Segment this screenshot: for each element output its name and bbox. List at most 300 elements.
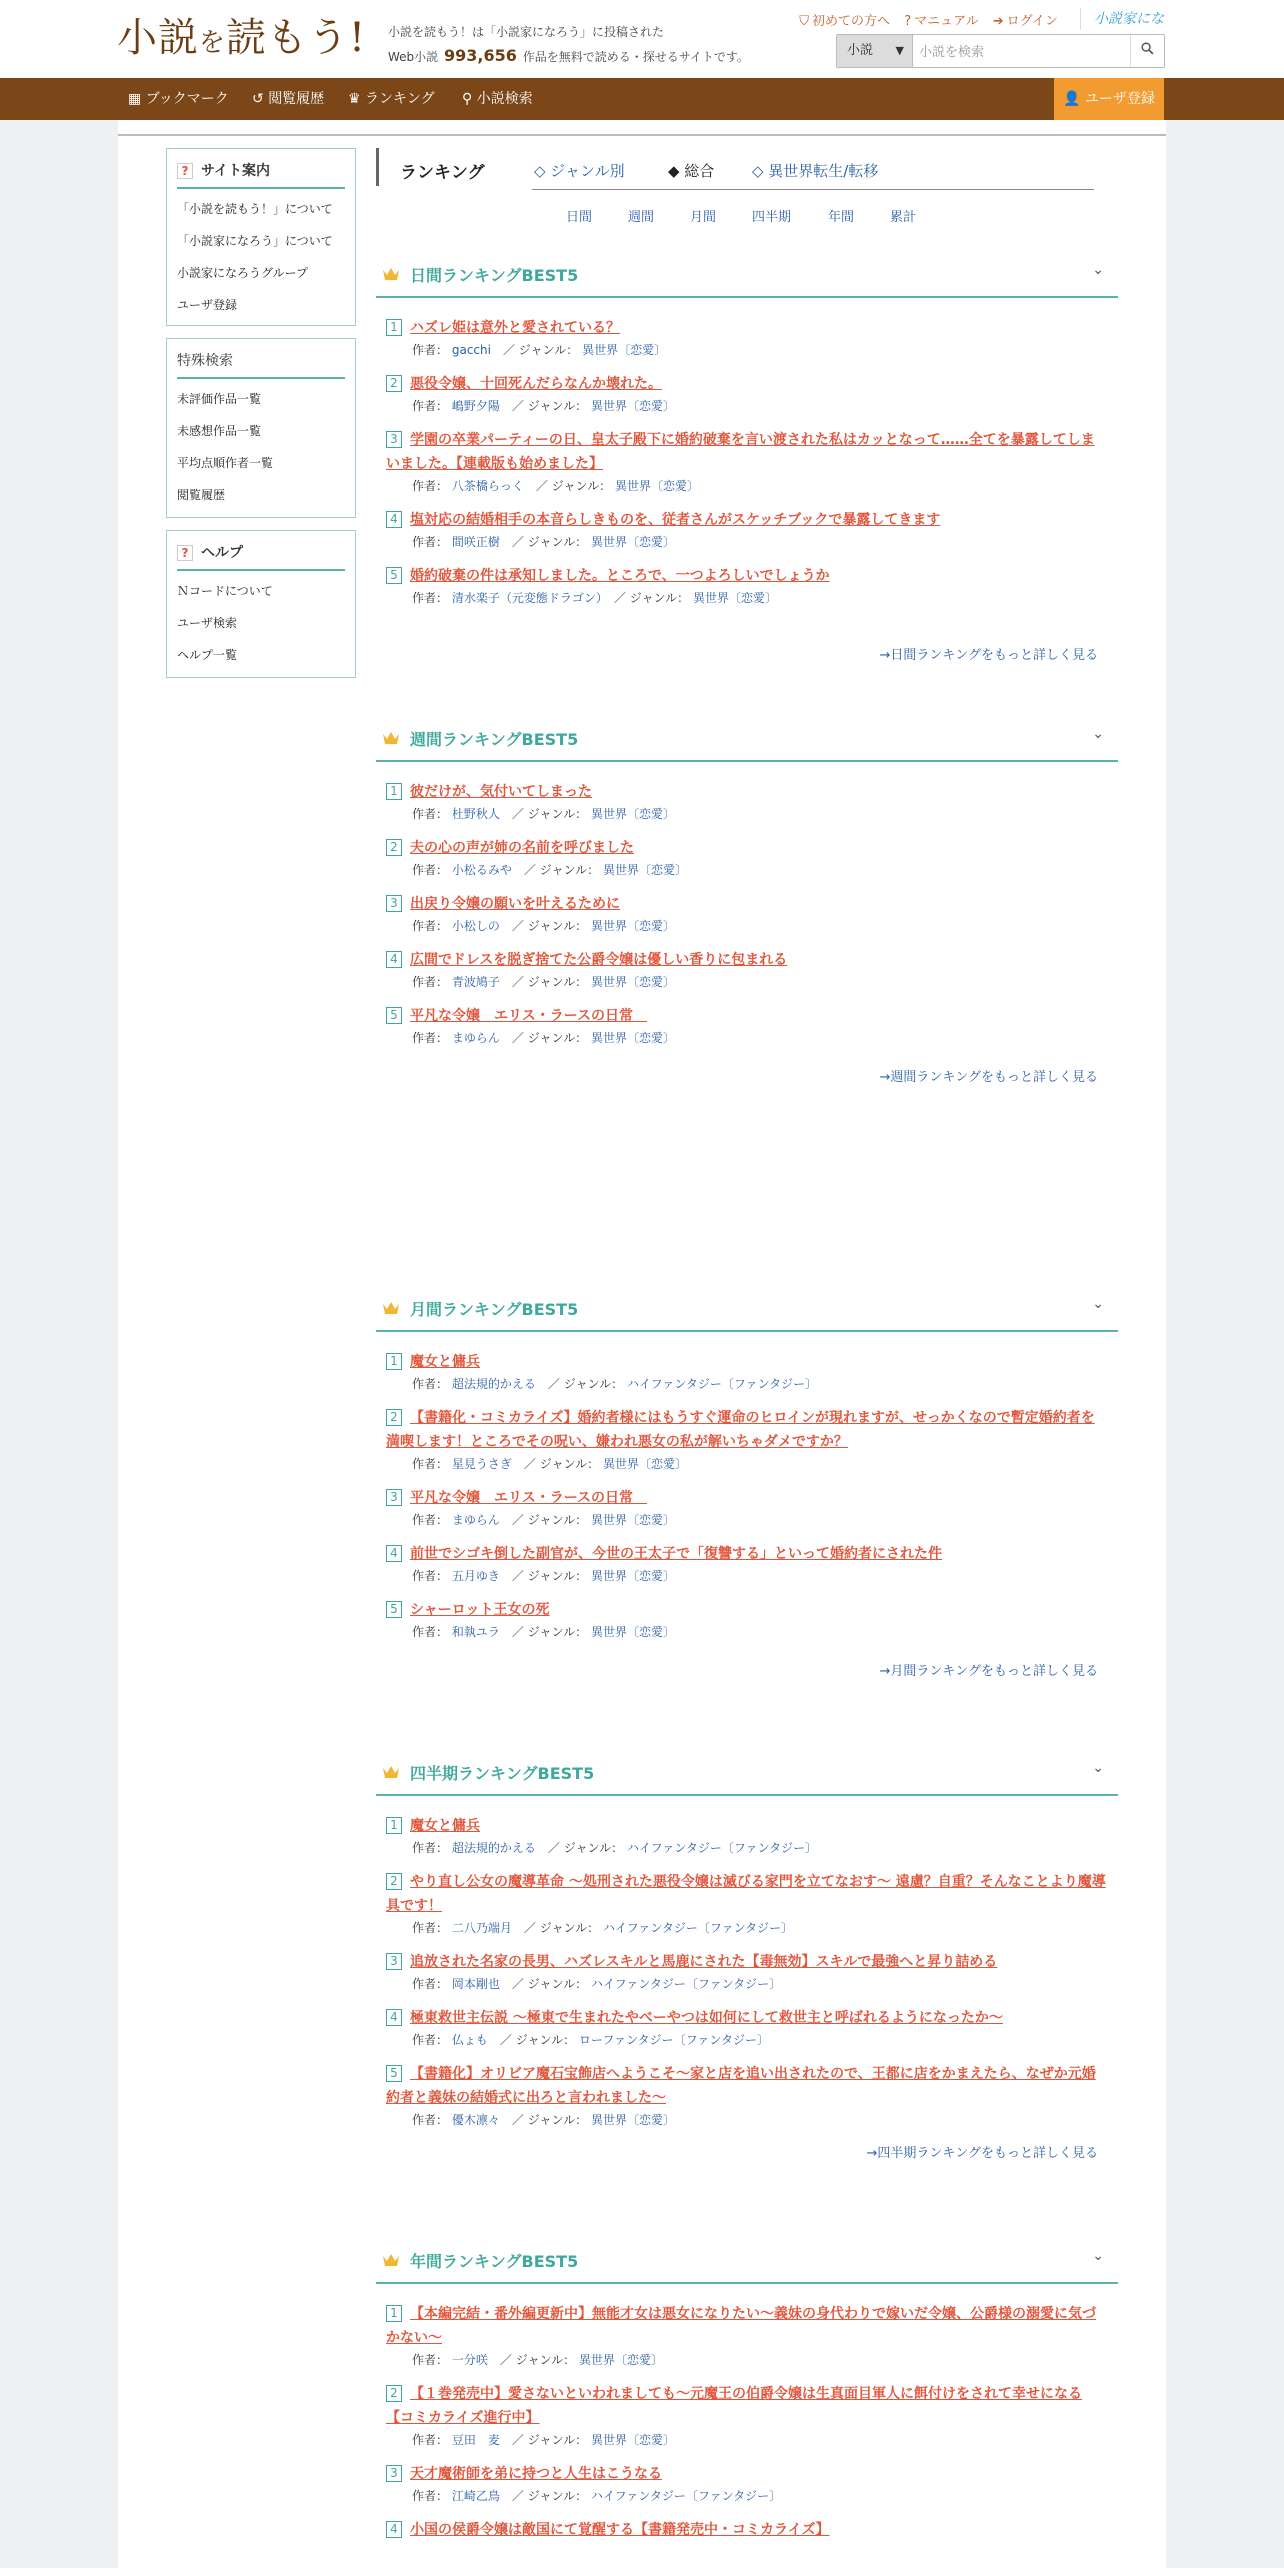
- rank-number: 5: [386, 567, 402, 584]
- crown-icon: [382, 2252, 400, 2268]
- author-link[interactable]: 小松しの: [451, 919, 500, 933]
- author-label: 作者：: [412, 1977, 449, 1991]
- sidebar-item-about-narou[interactable]: 「小説家になろう」について: [177, 234, 333, 248]
- nav-search[interactable]: [462, 78, 533, 120]
- author-label: 作者：: [412, 2353, 449, 2367]
- author-label: 作者：: [412, 807, 449, 821]
- novel-meta: [386, 1510, 1108, 1530]
- author-label: 作者：: [412, 2033, 449, 2047]
- genre-label: ／ ジャンル：: [502, 343, 579, 357]
- novel-title-link[interactable]: 【書籍化・コミカライズ】婚約者様にはもうすぐ運命のヒロインが現れますが、せっかくなので暫定婚約者を満喫します！ところでその呪い、嫌われ悪女の私が解いちゃダメですか？: [386, 1410, 1095, 1450]
- ranking-item: [386, 372, 1108, 416]
- author-label: 作者：: [412, 2433, 449, 2447]
- ranking-item: [386, 1486, 1108, 1530]
- genre-link[interactable]: 異世界〔恋愛〕: [590, 975, 675, 989]
- author-link[interactable]: 星見うさぎ: [451, 1457, 512, 1471]
- ranking-section-quarterly: [376, 1752, 1118, 2161]
- rank-number: 4: [386, 1545, 402, 1562]
- sidebar-item-group[interactable]: 小説家になろうグループ: [177, 266, 309, 280]
- novel-title-link[interactable]: 天才魔術師を弟に持つと人生はこうなる: [410, 2466, 662, 2482]
- novel-title-link[interactable]: シャーロット王女の死: [410, 1602, 550, 1618]
- author-link[interactable]: 豆田 麦: [451, 2433, 500, 2447]
- rank-number: 4: [386, 2521, 402, 2538]
- novel-meta: [386, 1918, 1108, 1938]
- period-quarterly[interactable]: 四半期: [752, 210, 792, 225]
- genre-link[interactable]: ローファンタジー〔ファンタジー〕: [578, 2033, 769, 2047]
- genre-label: ／ ジャンル：: [511, 399, 588, 413]
- author-link[interactable]: 和執ユラ: [451, 1625, 500, 1639]
- chevron-down-icon[interactable]: ⌄: [1092, 1760, 1104, 1776]
- sidebar-title: 特殊検索: [177, 347, 345, 379]
- author-link[interactable]: 仏ょも: [451, 2033, 488, 2047]
- novel-meta: [386, 804, 1108, 824]
- rank-number: 4: [386, 2009, 402, 2026]
- ranking-section-daily: [376, 254, 1118, 663]
- genre-link[interactable]: 異世界〔恋愛〕: [590, 2433, 675, 2447]
- author-link[interactable]: 五月ゆき: [451, 1569, 500, 1583]
- ranking-item: [386, 564, 1108, 608]
- tab-genre[interactable]: ◇ ジャンル別: [534, 162, 625, 180]
- author-link[interactable]: まゆらん: [451, 1513, 500, 1527]
- nav-bookmark[interactable]: [128, 78, 229, 120]
- genre-label: ／ ジャンル：: [511, 2489, 588, 2503]
- novel-title-link[interactable]: 前世でシゴキ倒した副官が、今世の王太子で「復讐する」といって婚約者にされた件: [410, 1546, 942, 1562]
- crown-icon: [382, 1300, 400, 1316]
- novel-meta: [386, 476, 1108, 496]
- novel-title-link[interactable]: 平凡な令嬢 エリス・ラースの日常: [410, 1490, 648, 1506]
- rank-number: 3: [386, 1953, 402, 1970]
- nav-search-label: 小説検索: [476, 91, 533, 107]
- novel-title-link[interactable]: 【書籍化】オリビア魔石宝飾店へようこそ～家と店を追い出されたので、王都に店をかまえたら、なぜか元婚約者と義妹の結婚式に出ろと言われました～: [386, 2066, 1096, 2106]
- nav-history-label: 閲覧履歴: [268, 91, 325, 107]
- crown-icon: [382, 266, 400, 282]
- novel-title-link[interactable]: 夫の心の声が姉の名前を呼びました: [410, 840, 634, 856]
- divider: [118, 134, 1166, 136]
- novel-meta: [386, 1838, 1108, 1858]
- ranking-item: [386, 1350, 1108, 1394]
- author-link[interactable]: 超法規的かえる: [451, 1377, 536, 1391]
- author-label: 作者：: [412, 2489, 449, 2503]
- genre-label: ／ ジャンル：: [511, 2113, 588, 2127]
- rank-number: 1: [386, 2305, 402, 2322]
- genre-label: ／ ジャンル：: [511, 535, 588, 549]
- author-link[interactable]: 間咲正樹: [451, 535, 500, 549]
- author-label: 作者：: [412, 535, 449, 549]
- period-monthly[interactable]: 月間: [690, 210, 717, 225]
- ranking-item: [386, 2518, 1108, 2542]
- novel-meta: [386, 972, 1108, 992]
- work-count: 993,656: [444, 46, 517, 65]
- author-label: 作者：: [412, 479, 449, 493]
- ranking-item: [386, 428, 1108, 496]
- genre-label: ／ ジャンル：: [523, 1457, 600, 1471]
- genre-label: ／ ジャンル：: [523, 863, 600, 877]
- rank-number: 5: [386, 1007, 402, 1024]
- genre-link[interactable]: 異世界〔恋愛〕: [590, 1513, 675, 1527]
- page-title: ランキング: [400, 163, 485, 183]
- novel-meta: [386, 2030, 1108, 2050]
- rank-number: 1: [386, 319, 402, 336]
- search-input[interactable]: [919, 35, 1119, 67]
- rank-number: 2: [386, 839, 402, 856]
- rank-number: 2: [386, 2385, 402, 2402]
- search-button[interactable]: [1130, 35, 1164, 67]
- register-label: ユーザ登録: [1084, 91, 1155, 107]
- author-link[interactable]: 超法規的かえる: [451, 1841, 536, 1855]
- tagline: 小説を読もう！は「小説家になろう」に投稿された: [388, 25, 665, 39]
- novel-title-link[interactable]: 悪役令嬢、十回死んだらなんか壊れた。: [410, 376, 662, 392]
- author-label: 作者：: [412, 1569, 449, 1583]
- genre-link[interactable]: 異世界〔恋愛〕: [692, 591, 777, 605]
- ranking-item: [386, 1814, 1108, 1858]
- ranking-item: [386, 2462, 1108, 2506]
- novel-meta: [386, 1374, 1108, 1394]
- more-ranking-link[interactable]: →月間ランキングをもっと詳しく見る: [879, 1664, 1098, 1679]
- genre-label: ／ ジャンル：: [499, 2353, 576, 2367]
- section-header[interactable]: [376, 718, 1118, 762]
- novel-title-link[interactable]: 学園の卒業パーティーの日、皇太子殿下に婚約破棄を言い渡された私はカッとなって……全てを暴露してしまいました。【連載版も始めました】: [386, 432, 1095, 472]
- novel-meta: [386, 1974, 1108, 1994]
- genre-label: ／ ジャンル：: [511, 1977, 588, 1991]
- author-link[interactable]: 二八乃端月: [451, 1921, 512, 1935]
- section-title: 四半期ランキングBEST5: [410, 1764, 595, 1783]
- search-icon: ⚲: [462, 91, 473, 107]
- title-bar-accent: [376, 148, 379, 186]
- novel-title-link[interactable]: ハズレ姫は意外と愛されている？: [410, 320, 620, 336]
- rank-number: 5: [386, 1601, 402, 1618]
- chevron-down-icon[interactable]: ⌄: [1092, 1296, 1104, 1312]
- genre-link[interactable]: 異世界〔恋愛〕: [602, 1457, 687, 1471]
- user-icon: 👤: [1063, 91, 1081, 107]
- chevron-down-icon[interactable]: ⌄: [1092, 726, 1104, 742]
- rank-number: 2: [386, 1409, 402, 1426]
- rank-number: 4: [386, 951, 402, 968]
- novel-meta: [386, 1454, 1108, 1474]
- chevron-down-icon[interactable]: ⌄: [1092, 262, 1104, 278]
- ranking-item: [386, 1406, 1108, 1474]
- novel-title-link[interactable]: 極東救世主伝説 ～極東で生まれたやべーやつは如何にして救世主と呼ばれるようになったか～: [410, 2010, 1003, 2026]
- login-link-label: ログイン: [1006, 14, 1058, 29]
- sidebar-item-avg-score[interactable]: 平均点順作者一覧: [177, 456, 274, 470]
- more-ranking-link[interactable]: →四半期ランキングをもっと詳しく見る: [866, 2146, 1098, 2161]
- novel-title-link[interactable]: 広間でドレスを脱ぎ捨てた公爵令嬢は優しい香りに包まれる: [410, 952, 788, 968]
- genre-label: ／ ジャンル：: [613, 591, 690, 605]
- ranking-item: [386, 780, 1108, 824]
- rank-number: 1: [386, 1817, 402, 1834]
- help-circle-icon: ?: [904, 14, 912, 29]
- genre-link[interactable]: 異世界〔恋愛〕: [602, 863, 687, 877]
- novel-meta: [386, 2350, 1108, 2370]
- sidebar-title-text: ヘルプ: [201, 545, 243, 561]
- section-title: 日間ランキングBEST5: [410, 266, 579, 285]
- tagline-prefix: Web小説: [388, 50, 439, 64]
- genre-link[interactable]: 異世界〔恋愛〕: [590, 535, 675, 549]
- rank-number: 2: [386, 1873, 402, 1890]
- sidebar-title-text: サイト案内: [201, 163, 271, 179]
- author-label: 作者：: [412, 919, 449, 933]
- main-content: [118, 120, 1166, 2568]
- genre-link[interactable]: 異世界〔恋愛〕: [578, 2353, 663, 2367]
- genre-link[interactable]: ハイファンタジー〔ファンタジー〕: [626, 1377, 818, 1391]
- sidebar-item-ncode[interactable]: Ｎコードについて: [177, 584, 273, 598]
- author-label: 作者：: [412, 1841, 449, 1855]
- rank-number: 1: [386, 783, 402, 800]
- novel-meta: [386, 2110, 1108, 2130]
- novel-title-link[interactable]: 魔女と傭兵: [410, 1354, 480, 1370]
- genre-label: ／ ジャンル：: [511, 1569, 588, 1583]
- genre-label: ／ ジャンル：: [511, 1513, 588, 1527]
- genre-link[interactable]: 異世界〔恋愛〕: [590, 807, 675, 821]
- author-link[interactable]: 岡本剛也: [451, 1977, 500, 1991]
- chevron-down-icon: ▼: [895, 44, 904, 57]
- logo-small: を: [199, 28, 227, 58]
- novel-meta: [386, 916, 1108, 936]
- rank-number: 3: [386, 895, 402, 912]
- rank-number: 2: [386, 375, 402, 392]
- novel-meta: [386, 340, 1108, 360]
- search-box: [836, 34, 1165, 68]
- top-links: [789, 10, 1058, 29]
- novel-meta: [386, 2430, 1108, 2450]
- author-link[interactable]: gacchi: [451, 343, 491, 357]
- novel-title-link[interactable]: やり直し公女の魔導革命 〜処刑された悪役令嬢は滅びる家門を立てなおす〜 遠慮？自重？そんなことより魔導具です！: [386, 1874, 1106, 1914]
- ranking-item: [386, 836, 1108, 880]
- novel-meta: [386, 1566, 1108, 1586]
- tab-overall[interactable]: ◆ 総合: [668, 162, 715, 180]
- sidebar-site-guide: [166, 148, 356, 326]
- genre-link[interactable]: ハイファンタジー〔ファンタジー〕: [602, 1921, 794, 1935]
- manual-link-label: マニュアル: [914, 14, 979, 29]
- more-ranking-link[interactable]: →週間ランキングをもっと詳しく見る: [879, 1070, 1098, 1085]
- ranking-item: [386, 2382, 1108, 2450]
- ranking-item: [386, 508, 1108, 552]
- author-label: 作者：: [412, 1457, 449, 1471]
- ranking-section-yearly: [376, 2240, 1118, 2554]
- author-link[interactable]: 嶋野夕陽: [451, 399, 500, 413]
- ranking-list: [376, 780, 1118, 1048]
- ranking-item: [386, 1598, 1108, 1642]
- ranking-section-monthly: [376, 1288, 1118, 1679]
- novel-title-link[interactable]: 婚約破棄の件は承知しました。ところで、一つよろしいでしょうか: [410, 568, 830, 584]
- register-button[interactable]: [1054, 78, 1164, 120]
- genre-label: ／ ジャンル：: [511, 2433, 588, 2447]
- section-title: 週間ランキングBEST5: [410, 730, 579, 749]
- genre-link[interactable]: ハイファンタジー〔ファンタジー〕: [590, 2489, 782, 2503]
- nav-ranking[interactable]: [348, 78, 435, 120]
- author-label: 作者：: [412, 1921, 449, 1935]
- sidebar-item-register[interactable]: ユーザ登録: [177, 298, 238, 312]
- login-link[interactable]: [993, 14, 1058, 29]
- novel-title-link[interactable]: 小国の侯爵令嬢は敵国にて覚醒する【書籍発売中・コミカライズ】: [410, 2522, 830, 2538]
- search-type-select[interactable]: [837, 35, 913, 67]
- author-label: 作者：: [412, 343, 449, 357]
- tab-isekai[interactable]: ◇ 異世界転生/転移: [752, 162, 879, 180]
- author-label: 作者：: [412, 2113, 449, 2127]
- author-label: 作者：: [412, 1031, 449, 1045]
- tagline-suffix: 作品を無料で読める・探せるサイトです。: [522, 50, 749, 64]
- author-link[interactable]: 青波鳩子: [451, 975, 500, 989]
- period-total[interactable]: 累計: [890, 210, 917, 225]
- novel-title-link[interactable]: 魔女と傭兵: [410, 1818, 480, 1834]
- author-link[interactable]: 一分咲: [451, 2353, 488, 2367]
- nav-history[interactable]: [252, 78, 324, 120]
- partner-logo[interactable]: 小説家にな: [1080, 8, 1164, 30]
- ranking-item: [386, 1950, 1108, 1994]
- question-icon: ?: [177, 163, 193, 179]
- section-title: 年間ランキングBEST5: [410, 2252, 579, 2271]
- author-label: 作者：: [412, 863, 449, 877]
- sidebar-special-search: [166, 338, 356, 518]
- sidebar-title: [177, 157, 345, 189]
- author-link[interactable]: 江崎乙鳥: [451, 2489, 500, 2503]
- author-link[interactable]: 杜野秋人: [451, 807, 500, 821]
- logo-rest: 読もう!: [226, 15, 367, 61]
- more-ranking-link[interactable]: →日間ランキングをもっと詳しく見る: [879, 648, 1098, 663]
- novel-meta: [386, 2486, 1108, 2506]
- nav-bookmark-label: ブックマーク: [145, 91, 229, 107]
- sidebar-help: [166, 530, 356, 678]
- novel-title-link[interactable]: 出戻り令嬢の願いを叶えるために: [410, 896, 620, 912]
- novel-title-link[interactable]: 平凡な令嬢 エリス・ラースの日常: [410, 1008, 648, 1024]
- top-bar: [0, 0, 1284, 78]
- ranking-item: [386, 1542, 1108, 1586]
- logo-main: 小説: [117, 15, 199, 61]
- genre-link[interactable]: 異世界〔恋愛〕: [590, 1625, 675, 1639]
- genre-label: ／ ジャンル：: [511, 919, 588, 933]
- sidebar-item-help-list[interactable]: ヘルプ一覧: [177, 648, 238, 662]
- genre-label: ／ ジャンル：: [511, 807, 588, 821]
- section-title: 月間ランキングBEST5: [410, 1300, 579, 1319]
- login-icon: ➔: [992, 14, 1004, 29]
- author-label: 作者：: [412, 399, 449, 413]
- sidebar-item-no-review[interactable]: 未感想作品一覧: [177, 424, 262, 438]
- genre-label: ／ ジャンル：: [511, 1031, 588, 1045]
- section-header[interactable]: [376, 254, 1118, 298]
- sidebar-item-history[interactable]: 閲覧履歴: [177, 488, 226, 502]
- genre-label: ／ ジャンル：: [511, 975, 588, 989]
- site-logo[interactable]: [117, 14, 366, 67]
- beginner-link[interactable]: [799, 14, 890, 29]
- ranking-item: [386, 948, 1108, 992]
- tagline-count: [388, 46, 749, 65]
- novel-title-link[interactable]: 塩対応の結婚相手の本音らしきものを、従者さんがスケッチブックで暴露してきます: [410, 512, 941, 528]
- author-link[interactable]: 優木凛々: [451, 2113, 500, 2127]
- section-header[interactable]: [376, 2240, 1118, 2284]
- ranking-item: [386, 1870, 1108, 1938]
- genre-label: ／ ジャンル：: [523, 1921, 600, 1935]
- search-icon: [1141, 42, 1154, 55]
- genre-link[interactable]: 異世界〔恋愛〕: [590, 1569, 675, 1583]
- crown-icon: [382, 730, 400, 746]
- tab-underline: [532, 189, 1094, 190]
- genre-link[interactable]: 異世界〔恋愛〕: [590, 1031, 675, 1045]
- crown-icon: [382, 1764, 400, 1780]
- rank-number: 3: [386, 2465, 402, 2482]
- genre-link[interactable]: 異世界〔恋愛〕: [614, 479, 699, 493]
- rank-number: 1: [386, 1353, 402, 1370]
- genre-link[interactable]: 異世界〔恋愛〕: [590, 399, 675, 413]
- bookmark-icon: ▦: [128, 91, 142, 107]
- ranking-item: [386, 1004, 1108, 1048]
- nav-ranking-label: ランキング: [365, 91, 435, 107]
- manual-link[interactable]: [904, 14, 978, 29]
- genre-label: ／ ジャンル：: [499, 2033, 576, 2047]
- author-link[interactable]: まゆらん: [451, 1031, 500, 1045]
- ranking-section-weekly: [376, 718, 1118, 1085]
- genre-label: ／ ジャンル：: [511, 1625, 588, 1639]
- rank-number: 3: [386, 431, 402, 448]
- author-link[interactable]: 八茶橋らっく: [451, 479, 524, 493]
- rank-number: 3: [386, 1489, 402, 1506]
- genre-label: ／ ジャンル：: [547, 1377, 624, 1391]
- ranking-item: [386, 2302, 1108, 2370]
- beginner-link-label: 初めての方へ: [812, 14, 891, 29]
- author-label: 作者：: [412, 1625, 449, 1639]
- genre-link[interactable]: ハイファンタジー〔ファンタジー〕: [590, 1977, 782, 1991]
- section-header[interactable]: [376, 1752, 1118, 1796]
- novel-meta: [386, 532, 1108, 552]
- ranking-item: [386, 2006, 1108, 2050]
- novel-meta: [386, 588, 1108, 608]
- sidebar-title: [177, 539, 345, 571]
- novel-title-link[interactable]: 追放された名家の長男、ハズレスキルと馬鹿にされた【毒無効】スキルで最強へと昇り詰める: [410, 1954, 998, 1970]
- ranking-header: [376, 148, 1094, 190]
- ranking-list: [376, 316, 1118, 608]
- novel-title-link[interactable]: 彼だけが、気付いてしまった: [410, 784, 592, 800]
- genre-label: ／ ジャンル：: [535, 479, 612, 493]
- genre-label: ／ ジャンル：: [547, 1841, 624, 1855]
- rank-number: 5: [386, 2065, 402, 2082]
- author-link[interactable]: 小松るみや: [451, 863, 512, 877]
- novel-meta: [386, 1028, 1108, 1048]
- sidebar-item-user-search[interactable]: ユーザ検索: [177, 616, 238, 630]
- genre-link[interactable]: 異世界〔恋愛〕: [582, 343, 667, 357]
- crown-icon: ♛: [348, 91, 361, 107]
- author-label: 作者：: [412, 1513, 449, 1527]
- ranking-list: [376, 1814, 1118, 2130]
- shield-icon: ⛉: [799, 14, 810, 29]
- ranking-item: [386, 2062, 1108, 2130]
- question-icon: ?: [177, 545, 193, 561]
- sidebar-item-about-yomou[interactable]: 「小説を読もう！」について: [177, 202, 333, 216]
- period-daily[interactable]: 日間: [566, 210, 593, 225]
- period-yearly[interactable]: 年間: [828, 210, 855, 225]
- ranking-item: [386, 316, 1108, 360]
- author-label: 作者：: [412, 1377, 449, 1391]
- ranking-list: [376, 1350, 1118, 1642]
- author-label: 作者：: [412, 975, 449, 989]
- period-weekly[interactable]: 週間: [628, 210, 655, 225]
- genre-link[interactable]: 異世界〔恋愛〕: [590, 919, 675, 933]
- genre-link[interactable]: ハイファンタジー〔ファンタジー〕: [626, 1841, 818, 1855]
- author-label: 作者：: [412, 591, 449, 605]
- novel-meta: [386, 1622, 1108, 1642]
- section-header[interactable]: [376, 1288, 1118, 1332]
- author-link[interactable]: 清水楽子（元変態ドラゴン）: [451, 591, 602, 605]
- genre-link[interactable]: 異世界〔恋愛〕: [590, 2113, 675, 2127]
- history-icon: ↺: [252, 91, 264, 107]
- ranking-list: [376, 2302, 1118, 2542]
- rank-number: 4: [386, 511, 402, 528]
- novel-title-link[interactable]: 【１巻発売中】愛さないといわれましても～元魔王の伯爵令嬢は生真面目軍人に餌付けをされて幸せになる【コミカライズ進行中】: [386, 2386, 1082, 2426]
- novel-title-link[interactable]: 【本編完結・番外編更新中】無能才女は悪女になりたい～義妹の身代わりで嫁いだ令嬢、公爵様の溺愛に気づかない～: [386, 2306, 1096, 2346]
- ranking-item: [386, 892, 1108, 936]
- sidebar-item-unrated[interactable]: 未評価作品一覧: [177, 392, 262, 406]
- novel-meta: [386, 396, 1108, 416]
- search-type-value: 小説: [847, 43, 874, 58]
- main-nav: [0, 78, 1284, 120]
- chevron-down-icon[interactable]: ⌄: [1092, 2248, 1104, 2264]
